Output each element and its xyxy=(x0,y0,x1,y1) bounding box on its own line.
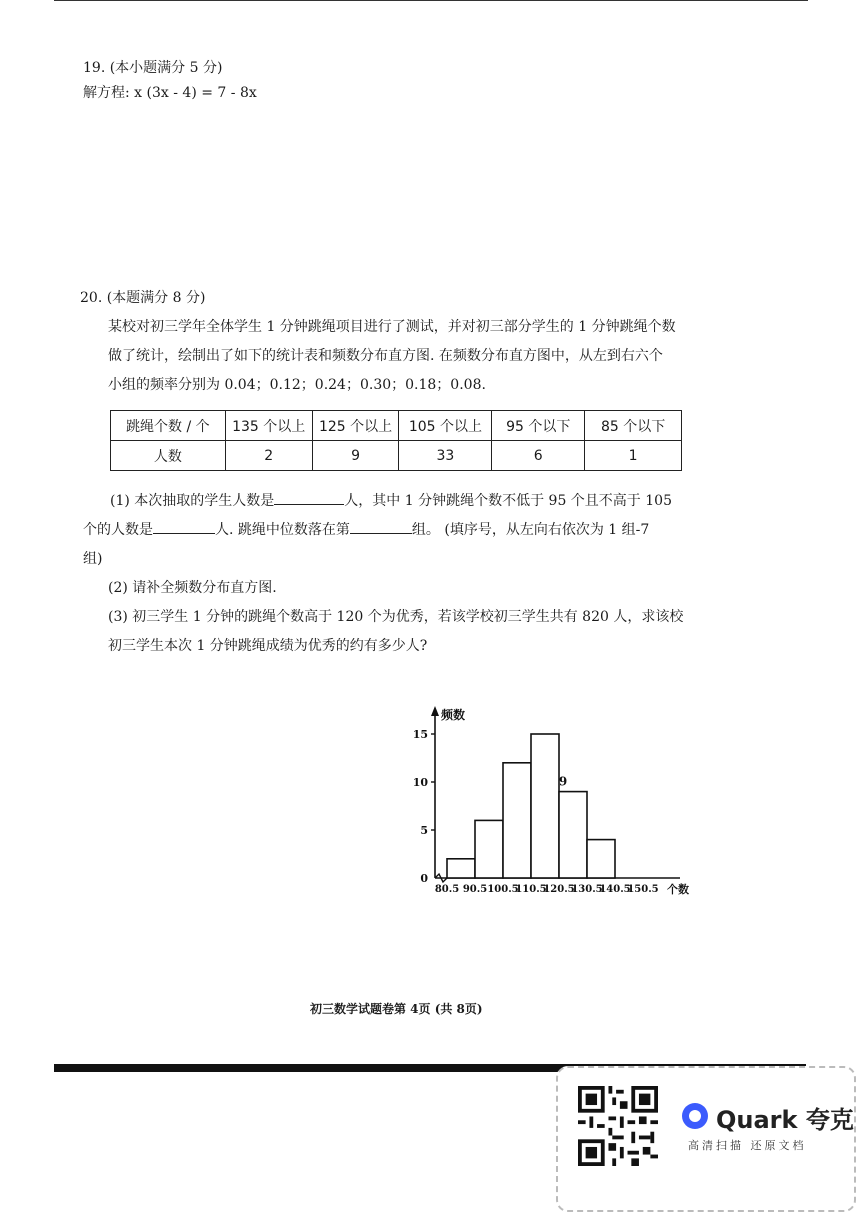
table-cell: 1 xyxy=(585,441,682,471)
page-footer: 初三数学试题卷第 4页 (共 8页) xyxy=(310,1002,483,1016)
part1-text-d: 人. 跳绳中位数落在第 xyxy=(215,522,350,538)
x-tick-label: 90.5 xyxy=(462,884,488,895)
q20-part1-line-1 xyxy=(110,487,672,516)
histogram-bar xyxy=(587,840,615,878)
part1-text-c: 个的人数是 xyxy=(83,522,153,538)
x-tick-label: 140.5 xyxy=(599,884,631,895)
histogram-bar xyxy=(447,859,475,878)
quark-brand-text: Quark 夸克 xyxy=(716,1106,854,1134)
y-axis-arrow-icon xyxy=(431,706,439,716)
table-header-cell: 135 个以上 xyxy=(225,411,312,441)
y-tick-label: 0 xyxy=(420,872,428,885)
part1-text-e: 组。 (填序号，从左向右依次为 1 组-7 xyxy=(411,522,650,538)
y-tick-label: 15 xyxy=(412,728,428,741)
table-cell: 33 xyxy=(399,441,492,471)
histogram-bar xyxy=(503,763,531,878)
q20-intro-line-2: 做了统计，绘制出了如下的统计表和频数分布直方图. 在频数分布直方图中，从左到右六个 xyxy=(108,348,663,364)
x-tick-label: 110.5 xyxy=(515,884,547,895)
histogram-bar xyxy=(559,792,587,878)
top-rule xyxy=(54,0,808,1)
x-axis-label: 个数 xyxy=(667,883,689,896)
x-tick-label: 80.5 xyxy=(434,884,460,895)
q20-part1-line-3: 组) xyxy=(83,551,103,567)
quark-tagline: 高清扫描 还原文档 xyxy=(688,1139,807,1152)
answer-blank-count[interactable] xyxy=(153,517,215,534)
histogram-layer xyxy=(413,706,689,896)
x-tick-label: 150.5 xyxy=(627,884,659,895)
q19-problem: 解方程: x (3x - 4) = 7 - 8x xyxy=(83,85,257,101)
table-header-cell: 125 个以上 xyxy=(312,411,399,441)
q20-intro-line-1: 某校对初三学年全体学生 1 分钟跳绳项目进行了测试，并对初三部分学生的 1 分钟跳绳个数 xyxy=(108,319,676,335)
stats-table xyxy=(110,410,682,471)
q20-part3-line-2: 初三学生本次 1 分钟跳绳成绩为优秀的约有多少人? xyxy=(108,638,428,654)
part1-text-a: (1) 本次抽取的学生人数是 xyxy=(110,493,275,509)
y-tick-label: 10 xyxy=(412,776,428,789)
histogram-bar xyxy=(475,820,503,878)
table-header-cell: 95 个以下 xyxy=(492,411,585,441)
table-header-cell: 85 个以下 xyxy=(585,411,682,441)
y-tick-label: 5 xyxy=(420,824,428,837)
histogram-bar xyxy=(531,734,559,878)
q20-part2: (2) 请补全频数分布直方图. xyxy=(108,580,277,596)
table-header-cell: 105 个以上 xyxy=(399,411,492,441)
table-cell: 2 xyxy=(225,441,312,471)
x-tick-label: 130.5 xyxy=(571,884,603,895)
x-tick-label: 100.5 xyxy=(487,884,519,895)
table-cell: 6 xyxy=(492,441,585,471)
table-cell: 9 xyxy=(312,441,399,471)
q20-part1-line-2 xyxy=(83,516,649,545)
answer-blank-group[interactable] xyxy=(350,517,412,534)
q19-heading: 19. (本小题满分 5 分) xyxy=(83,60,223,76)
q20-part3-line-1: (3) 初三学生 1 分钟的跳绳个数高于 120 个为优秀，若该学校初三学生共有 820 人，求该校 xyxy=(108,609,684,625)
frequency-histogram xyxy=(395,700,715,905)
qr-code-icon xyxy=(578,1086,658,1166)
q20-heading: 20. (本题满分 8 分) xyxy=(80,290,206,306)
stats-table-header-row xyxy=(111,411,682,441)
x-tick-label: 120.5 xyxy=(543,884,575,895)
q20-intro-line-3: 小组的频率分别为 0.04；0.12；0.24；0.30；0.18；0.08. xyxy=(108,377,486,393)
table-row-label: 人数 xyxy=(111,441,226,471)
bar-annotation: 9 xyxy=(558,774,568,789)
quark-logo-icon xyxy=(680,1101,710,1131)
y-axis-label: 频数 xyxy=(441,708,466,722)
part1-text-b: 人，其中 1 分钟跳绳个数不低于 95 个且不高于 105 xyxy=(344,493,672,509)
answer-blank-students[interactable] xyxy=(274,488,344,505)
stats-table-count-row xyxy=(111,441,682,471)
table-header-cell: 跳绳个数 / 个 xyxy=(111,411,226,441)
